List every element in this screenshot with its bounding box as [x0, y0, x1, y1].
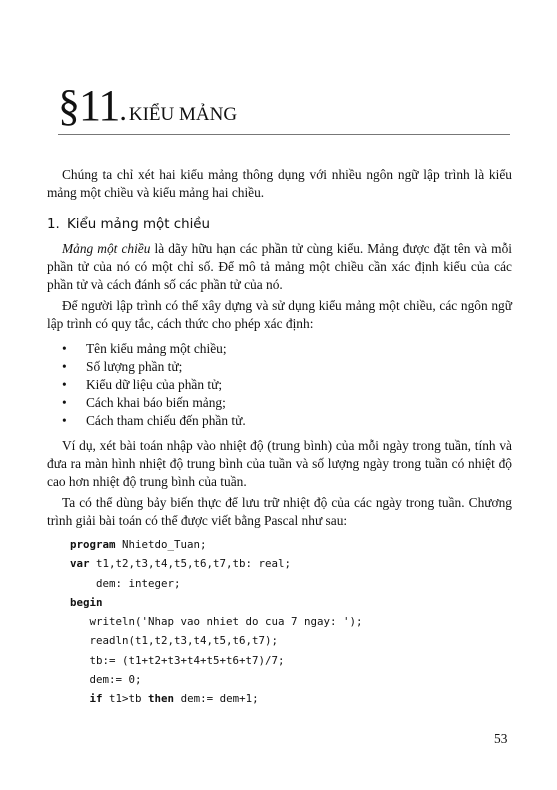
- list-item: • Số lượng phần tử;: [62, 358, 246, 376]
- section-heading: [47, 217, 210, 232]
- code-keyword: program: [70, 538, 116, 551]
- code-line: [70, 593, 363, 612]
- code-line: tb:= (t1+t2+t3+t4+t5+t6+t7)/7;: [70, 653, 285, 667]
- code-keyword: if: [89, 692, 103, 706]
- intro-paragraph: [47, 166, 512, 202]
- chapter-title: KIỂU MẢNG: [128, 104, 238, 125]
- section-heading-number: 1.: [47, 217, 60, 232]
- page-number: 53: [494, 731, 508, 746]
- code-line: [70, 535, 363, 554]
- section-dot: .: [119, 94, 127, 127]
- definition-term: Mảng một chiều: [62, 241, 151, 256]
- code-indent: [70, 692, 90, 705]
- list-item: • Tên kiểu mảng một chiều;: [62, 340, 246, 358]
- code-line: readln(t1,t2,t3,t4,t5,t6,t7);: [70, 634, 279, 648]
- definition-paragraph: [47, 240, 512, 294]
- section-number: §11: [58, 81, 120, 130]
- bullet-list: [62, 340, 246, 430]
- code-line: dem: integer;: [70, 576, 181, 590]
- list-item: • Cách tham chiếu đến phần tử.: [62, 412, 246, 430]
- heading-rule: [58, 134, 510, 135]
- example-text: Ví dụ, xét bài toán nhập vào nhiệt độ (trung bình) của mỗi ngày trong tuần, tính và đưa ra màn hình nhiệt độ trung bình của tuần và số lượng ngày trong tuần có nhiệt độ cao hơn nhiệt độ trung bình của tuần.: [47, 438, 512, 489]
- rules-text: Để người lập trình có thể xây dựng và sử dụng kiểu mảng một chiều, các ngôn ngữ lập trình có quy tắc, cách thức cho phép xác định:: [47, 298, 512, 331]
- code-keyword: var: [70, 557, 90, 571]
- intro-text: Chúng ta chỉ xét hai kiểu mảng thông dụng với nhiều ngôn ngữ lập trình là kiểu mảng một chiều và kiểu mảng hai chiều.: [47, 167, 512, 200]
- code-line: writeln('Nhap vao nhiet do cua 7 ngay: ');: [70, 615, 363, 629]
- example-paragraph: [47, 437, 512, 491]
- program-intro-paragraph: [47, 494, 512, 530]
- code-keyword: then: [148, 692, 175, 706]
- definition-text: là dãy hữu hạn các phần tử cùng kiểu. Mảng được đặt tên và mỗi phần tử của nó có một chỉ số. Để mô tả mảng một chiều cần xác định kiểu của các phần tử và cách đánh số các phần tử của nó.: [47, 241, 512, 292]
- chapter-heading: [58, 81, 238, 130]
- code-line: [70, 689, 363, 708]
- code-text: t1>tb: [102, 692, 149, 706]
- code-line: dem:= 0;: [70, 673, 142, 687]
- program-intro-text: Ta có thể dùng bảy biến thực để lưu trữ nhiệt độ của các ngày trong tuần. Chương trình giải bài toán có thể được viết bằng Pascal như sau:: [47, 495, 512, 528]
- code-line: [70, 554, 363, 573]
- list-item: • Cách khai báo biến mảng;: [62, 394, 246, 412]
- code-text: t1,t2,t3,t4,t5,t6,t7,tb: real;: [89, 557, 292, 571]
- rules-paragraph: [47, 297, 512, 333]
- code-keyword: begin: [70, 595, 103, 609]
- code-text: dem:= dem+1;: [174, 692, 259, 706]
- section-heading-title: Kiểu mảng một chiều: [67, 217, 211, 232]
- pascal-code-block: [70, 535, 363, 709]
- code-text: Nhietdo_Tuan;: [115, 538, 207, 551]
- list-item: • Kiểu dữ liệu của phần tử;: [62, 376, 246, 394]
